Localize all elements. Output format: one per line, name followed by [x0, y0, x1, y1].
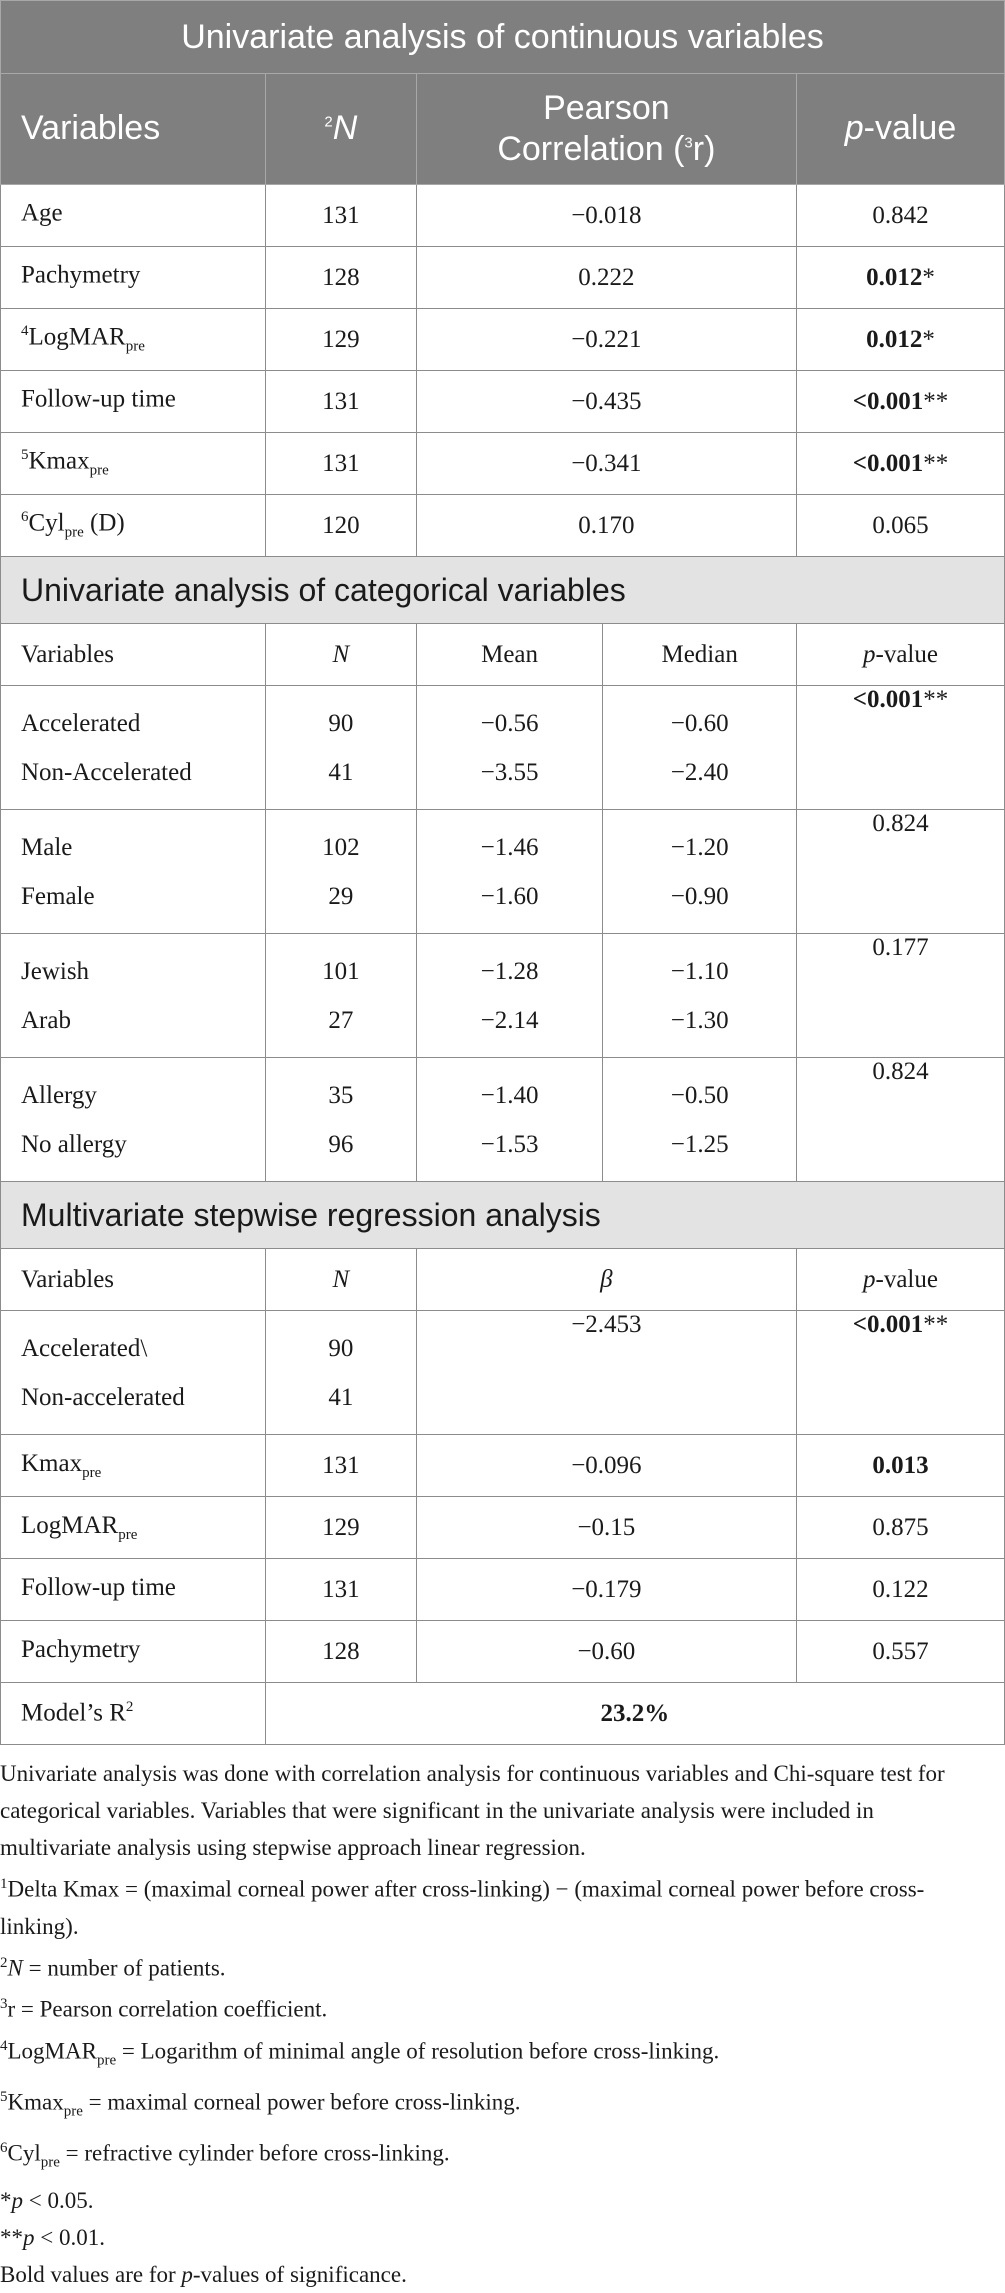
header-n: $^2$N — [265, 74, 416, 185]
header-variables: Variables — [1, 74, 266, 185]
table-row — [1, 810, 1005, 934]
footnote-intro: Univariate analysis was done with correlation analysis for continuous variables and Chi-square test for categorical variables. Variables that were significant in the univariate analysis were included in multivariate analysis using stepwise approach linear regression. — [0, 1761, 945, 1860]
header-median: Median — [603, 624, 797, 686]
beta-cell: −0.60 — [416, 1621, 796, 1683]
footnote-2: $^2$N = number of patients. — [0, 1954, 226, 1981]
table-title-row — [1, 1, 1005, 74]
header-p-value: p-value — [796, 1249, 1004, 1311]
p-value-cell: 0.012* — [796, 247, 1004, 309]
n-cell: 131 — [265, 433, 416, 495]
p-value-cell: 0.012* — [796, 309, 1004, 371]
p-value-cell: <0.001** — [796, 433, 1004, 495]
table-row — [1, 247, 1005, 309]
n-cell: 131 — [265, 1559, 416, 1621]
continuous-header-row — [1, 74, 1005, 185]
table-row — [1, 686, 1005, 810]
mean-cell: −1.40 −1.53 — [416, 1058, 603, 1182]
table-row — [1, 309, 1005, 371]
footnote-9: Bold values are for p-values of significance. — [0, 2261, 407, 2287]
p-value-cell: 0.013 — [796, 1435, 1004, 1497]
header-p-value: p-value — [796, 624, 1004, 686]
pearson-cell: 0.170 — [416, 495, 796, 557]
median-cell: −1.10 −1.30 — [603, 934, 797, 1058]
variable-cell: Male Female — [1, 810, 266, 934]
table-row — [1, 495, 1005, 557]
p-value-cell: 0.824 — [796, 1058, 1004, 1182]
multivariate-section-title: Multivariate stepwise regression analysis — [1, 1182, 1005, 1249]
n-cell: 128 — [265, 1621, 416, 1683]
p-value-cell: 0.824 — [796, 810, 1004, 934]
variable-cell: Follow-up time — [1, 371, 266, 433]
variable-cell: Allergy No allergy — [1, 1058, 266, 1182]
header-beta: β — [416, 1249, 796, 1311]
table-row — [1, 1559, 1005, 1621]
p-value-cell: 0.842 — [796, 185, 1004, 247]
n-cell: 131 — [265, 1435, 416, 1497]
pearson-cell: −0.221 — [416, 309, 796, 371]
mean-cell: −1.46 −1.60 — [416, 810, 603, 934]
variable-cell: $^5$Kmax$_{pre}$ — [1, 433, 266, 495]
r2-value: 23.2% — [265, 1683, 1004, 1745]
footnote-1: $^1$Delta Kmax = (maximal corneal power after cross-linking) − (maximal corneal power before cross-linking). — [0, 1876, 925, 1939]
table-footnotes — [0, 1745, 985, 2293]
table-row — [1, 1621, 1005, 1683]
header-pearson: Pearson Correlation ($^3$r) — [416, 74, 796, 185]
r2-row — [1, 1683, 1005, 1745]
table-row — [1, 1435, 1005, 1497]
mean-cell: −0.56 −3.55 — [416, 686, 603, 810]
footnote-4: $^4$LogMAR$_{pre}$ = Logarithm of minimal angle of resolution before cross-linking. — [0, 2037, 720, 2069]
r2-label: Model’s $R^2$ — [1, 1683, 266, 1745]
categorical-header-row — [1, 624, 1005, 686]
variable-cell: $^6$Cyl$_{pre}$ (D) — [1, 495, 266, 557]
table-row — [1, 1497, 1005, 1559]
median-cell: −1.20 −0.90 — [603, 810, 797, 934]
n-cell: 128 — [265, 247, 416, 309]
categorical-section-row — [1, 557, 1005, 624]
footnote-7: *p < 0.05. — [0, 2187, 94, 2213]
p-value-cell: <0.001** — [796, 686, 1004, 810]
variable-cell: Kmax$_{pre}$ — [1, 1435, 266, 1497]
pearson-cell: −0.341 — [416, 433, 796, 495]
variable-cell: Jewish Arab — [1, 934, 266, 1058]
variable-cell: Age — [1, 185, 266, 247]
footnote-6: $^6$Cyl$_{pre}$ = refractive cylinder before cross-linking. — [0, 2140, 450, 2171]
table-row — [1, 1058, 1005, 1182]
n-cell: 120 — [265, 495, 416, 557]
n-cell: 129 — [265, 309, 416, 371]
table-row — [1, 433, 1005, 495]
n-cell: 90 41 — [265, 686, 416, 810]
header-p-value: p-value — [796, 74, 1004, 185]
p-value-cell: 0.065 — [796, 495, 1004, 557]
p-value-cell: <0.001** — [796, 371, 1004, 433]
footnote-8: **p < 0.01. — [0, 2224, 105, 2250]
table-row — [1, 371, 1005, 433]
beta-cell: −0.15 — [416, 1497, 796, 1559]
median-cell: −0.60 −2.40 — [603, 686, 797, 810]
header-variables: Variables — [1, 624, 266, 686]
n-cell: 90 41 — [265, 1311, 416, 1435]
header-n: N — [265, 624, 416, 686]
beta-cell: −0.179 — [416, 1559, 796, 1621]
n-cell: 129 — [265, 1497, 416, 1559]
pearson-cell: −0.018 — [416, 185, 796, 247]
header-mean: Mean — [416, 624, 603, 686]
n-cell: 102 29 — [265, 810, 416, 934]
variable-cell: $^4$LogMAR$_{pre}$ — [1, 309, 266, 371]
table-row — [1, 1311, 1005, 1435]
beta-cell: −0.096 — [416, 1435, 796, 1497]
variable-cell: LogMAR$_{pre}$ — [1, 1497, 266, 1559]
p-value-cell: 0.557 — [796, 1621, 1004, 1683]
n-cell: 131 — [265, 371, 416, 433]
header-variables: Variables — [1, 1249, 266, 1311]
n-cell: 101 27 — [265, 934, 416, 1058]
p-value-cell: 0.177 — [796, 934, 1004, 1058]
median-cell: −0.50 −1.25 — [603, 1058, 797, 1182]
header-n: N — [265, 1249, 416, 1311]
p-value-cell: 0.875 — [796, 1497, 1004, 1559]
beta-cell: −2.453 — [416, 1311, 796, 1435]
p-value-cell: <0.001** — [796, 1311, 1004, 1435]
variable-cell: Pachymetry — [1, 1621, 266, 1683]
variable-cell: Follow-up time — [1, 1559, 266, 1621]
multivariate-section-row — [1, 1182, 1005, 1249]
variable-cell: Accelerated\ Non-accelerated — [1, 1311, 266, 1435]
p-value-cell: 0.122 — [796, 1559, 1004, 1621]
table-row — [1, 185, 1005, 247]
n-cell: 131 — [265, 185, 416, 247]
pearson-cell: −0.435 — [416, 371, 796, 433]
mean-cell: −1.28 −2.14 — [416, 934, 603, 1058]
n-cell: 35 96 — [265, 1058, 416, 1182]
categorical-section-title: Univariate analysis of categorical variables — [1, 557, 1005, 624]
footnote-5: $^5$Kmax$_{pre}$ = maximal corneal power before cross-linking. — [0, 2089, 521, 2120]
pearson-cell: 0.222 — [416, 247, 796, 309]
variable-cell: Accelerated Non-Accelerated — [1, 686, 266, 810]
variable-cell: Pachymetry — [1, 247, 266, 309]
table-title: Univariate analysis of continuous variables — [1, 1, 1005, 74]
multivariate-header-row — [1, 1249, 1005, 1311]
table-row — [1, 934, 1005, 1058]
footnote-3: $^3$r = Pearson correlation coefficient. — [0, 1996, 328, 2022]
